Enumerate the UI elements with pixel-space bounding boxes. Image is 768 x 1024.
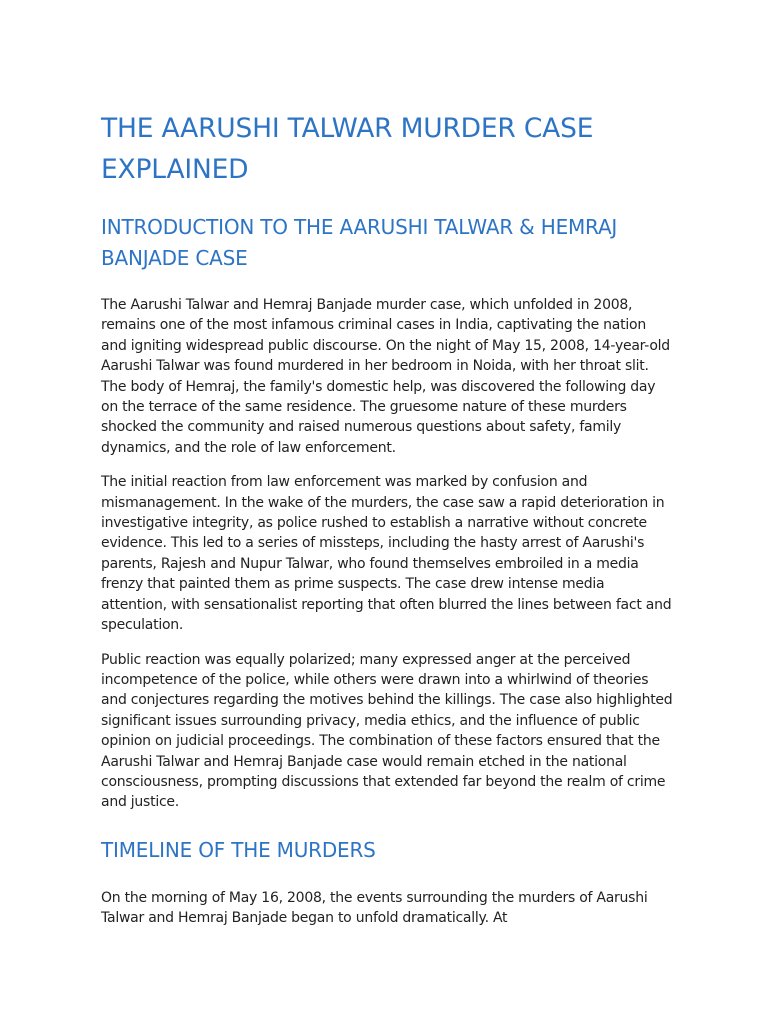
section-introduction bbox=[101, 212, 673, 813]
paragraph: The Aarushi Talwar and Hemraj Banjade murder case, which unfolded in 2008, remains one of the most infamous criminal cases in India, captivating the nation and igniting widespread public discourse. On the night of May 15, 2008, 14-year-old Aarushi Talwar was found murdered in her bedroom in Noida, with her throat slit. The body of Hemraj, the family's domestic help, was discovered the following day on the terrace of the same residence. The gruesome nature of these murders shocked the community and raised numerous questions about safety, family dynamics, and the role of law enforcement. bbox=[101, 297, 670, 456]
paragraph: On the morning of May 16, 2008, the events surrounding the murders of Aarushi Talwar and Hemraj Banjade began to unfold dramatically. At bbox=[101, 889, 648, 927]
section-heading-introduction: INTRODUCTION TO THE AARUSHI TALWAR & HEMRAJ BANJADE CASE bbox=[101, 215, 618, 270]
document-title: THE AARUSHI TALWAR MURDER CASE EXPLAINED bbox=[101, 113, 594, 185]
paragraph: Public reaction was equally polarized; many expressed anger at the perceived incompetence of the police, while others were drawn into a whirlwind of theories and conjectures regarding the motives behind the killings. The case also highlighted significant issues surrounding privacy, media ethics, and the influence of public opinion on judicial proceedings. The combination of these factors ensured that the Aarushi Talwar and Hemraj Banjade case would remain etched in the national consciousness, prompting discussions that extended far beyond the realm of crime and justice. bbox=[101, 651, 673, 811]
section-heading-timeline: TIMELINE OF THE MURDERS bbox=[101, 837, 376, 862]
document-page bbox=[101, 108, 673, 929]
section-timeline bbox=[101, 835, 673, 929]
paragraph: The initial reaction from law enforcement was marked by confusion and mismanagement. In the wake of the murders, the case saw a rapid deterioration in investigative integrity, as police rushed to establish a narrative without concrete evidence. This led to a series of missteps, including the hasty arrest of Aarushi's parents, Rajesh and Nupur Talwar, who found themselves embroiled in a media frenzy that painted them as prime suspects. The case drew intense media attention, with sensationalist reporting that often blurred the lines between fact and speculation. bbox=[101, 474, 672, 634]
